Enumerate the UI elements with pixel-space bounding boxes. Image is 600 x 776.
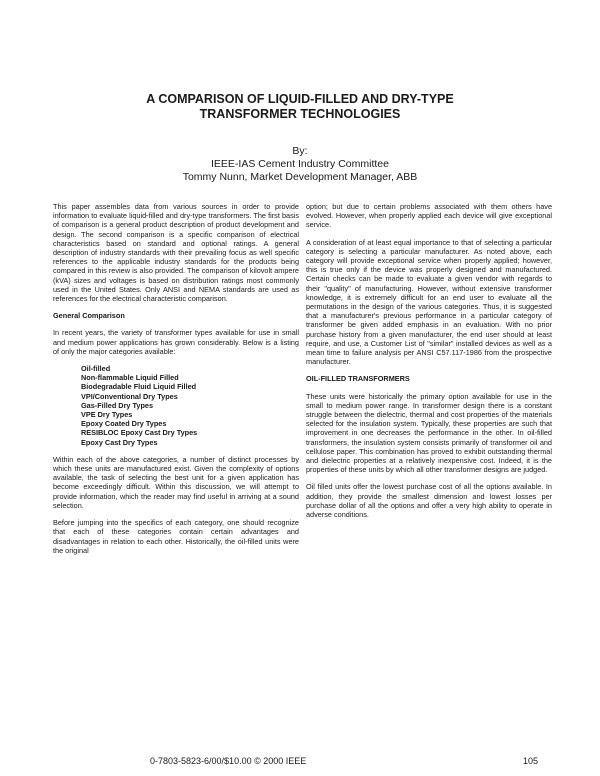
paragraph: A consideration of at least equal importance to that of selecting a particular category is selecting a particular manufacturer. As noted above, each category will provide exceptional service when properly applied; however, this is true only if the device was properly designed and manufactured. Certain checks can be made to evaluate a given vendor with regards to their "quality" of manufacturing. However, without extensive transformer knowledge, it is extremely difficult for an end user to evaluate all the permutations in the design of the various categories. Thus, it is suggested that a manufacturer's previous performance in a particular category of transformer be given added emphasis in an evaluation. With no prior purchase history from a given manufacturer, the end user should at least require, and use, a Customer List of "similar" installed devices as well as a mean time to failure analysis per ANSI C57.117-1986 from the prospective manufacturer. <box>306 237 552 367</box>
list-item: VPE Dry Types <box>81 410 133 420</box>
list-item: Biodegradable Fluid Liquid Filled <box>81 382 197 392</box>
paragraph: Within each of the above categories, a number of distinct processes by which these units are manufactured exist. Given the complexity of options available, the task of selecting the best unit for a given application has become exceedingly difficult. Within this discussion, we will attempt to provide information, which the reader may find useful in arriving at a sound selection. <box>53 454 299 510</box>
page-number: 105 <box>523 756 539 766</box>
transformer-category-list <box>53 364 299 447</box>
list-item: RESIBLOC Epoxy Cast Dry Types <box>81 428 198 438</box>
list-item: Gas-Filled Dry Types <box>81 400 154 410</box>
paragraph: Oil filled units offer the lowest purchase cost of all the options available. In addition, they provide the smallest dimension and lowest losses per purchase dollar of all the options and offer a very high ability to operate in adverse conditions. <box>306 482 552 520</box>
list-item: Epoxy Coated Dry Types <box>81 419 167 429</box>
byline-by: By: <box>292 145 308 157</box>
list-item: Oil-filled <box>81 364 111 374</box>
list-item: VPI/Conventional Dry Types <box>81 391 178 401</box>
paper-title <box>0 92 600 122</box>
footer-copyright: 0-7803-5823-6/00/$10.00 © 2000 IEEE <box>150 756 307 766</box>
byline-author: Tommy Nunn, Market Development Manager, ABB <box>182 171 418 183</box>
list-item: Epoxy Cast Dry Types <box>81 437 158 447</box>
section-heading-oil-filled: OIL-FILLED TRANSFORMERS <box>306 374 410 384</box>
paragraph: In recent years, the variety of transformer types available for use in small and medium power applications has grown considerably. Below is a listing of only the major categories available: <box>53 328 299 356</box>
list-item: Non-flammable Liquid Filled <box>81 373 179 383</box>
title-line-1: A COMPARISON OF LIQUID-FILLED AND DRY-TYPE <box>146 92 454 106</box>
paragraph: Before jumping into the specifics of each category, one should recognize that each of these categories contain certain advantages and disadvantages in relation to each other. Historically, the oil-filled units were the original <box>53 518 299 555</box>
byline <box>0 145 600 184</box>
right-column <box>306 202 552 527</box>
byline-committee: IEEE-IAS Cement Industry Committee <box>211 158 389 170</box>
intro-paragraph: This paper assembles data from various sources in order to provide information to evaluate liquid-filled and dry-type transformers. The first basis of comparison is a general product description of product development and design. The second comparison is a specific comparison of electrical characteristics based on standard and optional ratings. A general description of industry standards with their prevailing focus as well specific references to the applicable industry standards for the products being compared in this review is also provided. The comparison of kilovolt ampere (kVA) sizes and voltages is based on distribution ratings most commonly used in the United States. Only ANSI and NEMA standards are used as references for the electrical characteristic comparison. <box>53 202 299 304</box>
paragraph: These units were historically the primary option available for use in the small to medium power range. In transformer design there is a constant struggle between the dielectric, thermal and cost properties of the materials selected for the insulation system. Typically, these properties are such that improvement in one decreases the performance in the other. In oil-filled transformers, the insulation system consists primarily of transformer oil and cellulose paper. This combination has proved to exhibit outstanding thermal and dielectric properties at a relatively inexpensive cost. Indeed, it is the properties of these units by which all other transformer designs are judged. <box>306 391 552 475</box>
left-column <box>53 202 299 563</box>
paragraph: option; but due to certain problems associated with them others have evolved. However, when properly applied each device will give exceptional service. <box>306 202 552 230</box>
section-heading-general-comparison: General Comparison <box>53 311 125 321</box>
title-line-2: TRANSFORMER TECHNOLOGIES <box>199 107 401 121</box>
